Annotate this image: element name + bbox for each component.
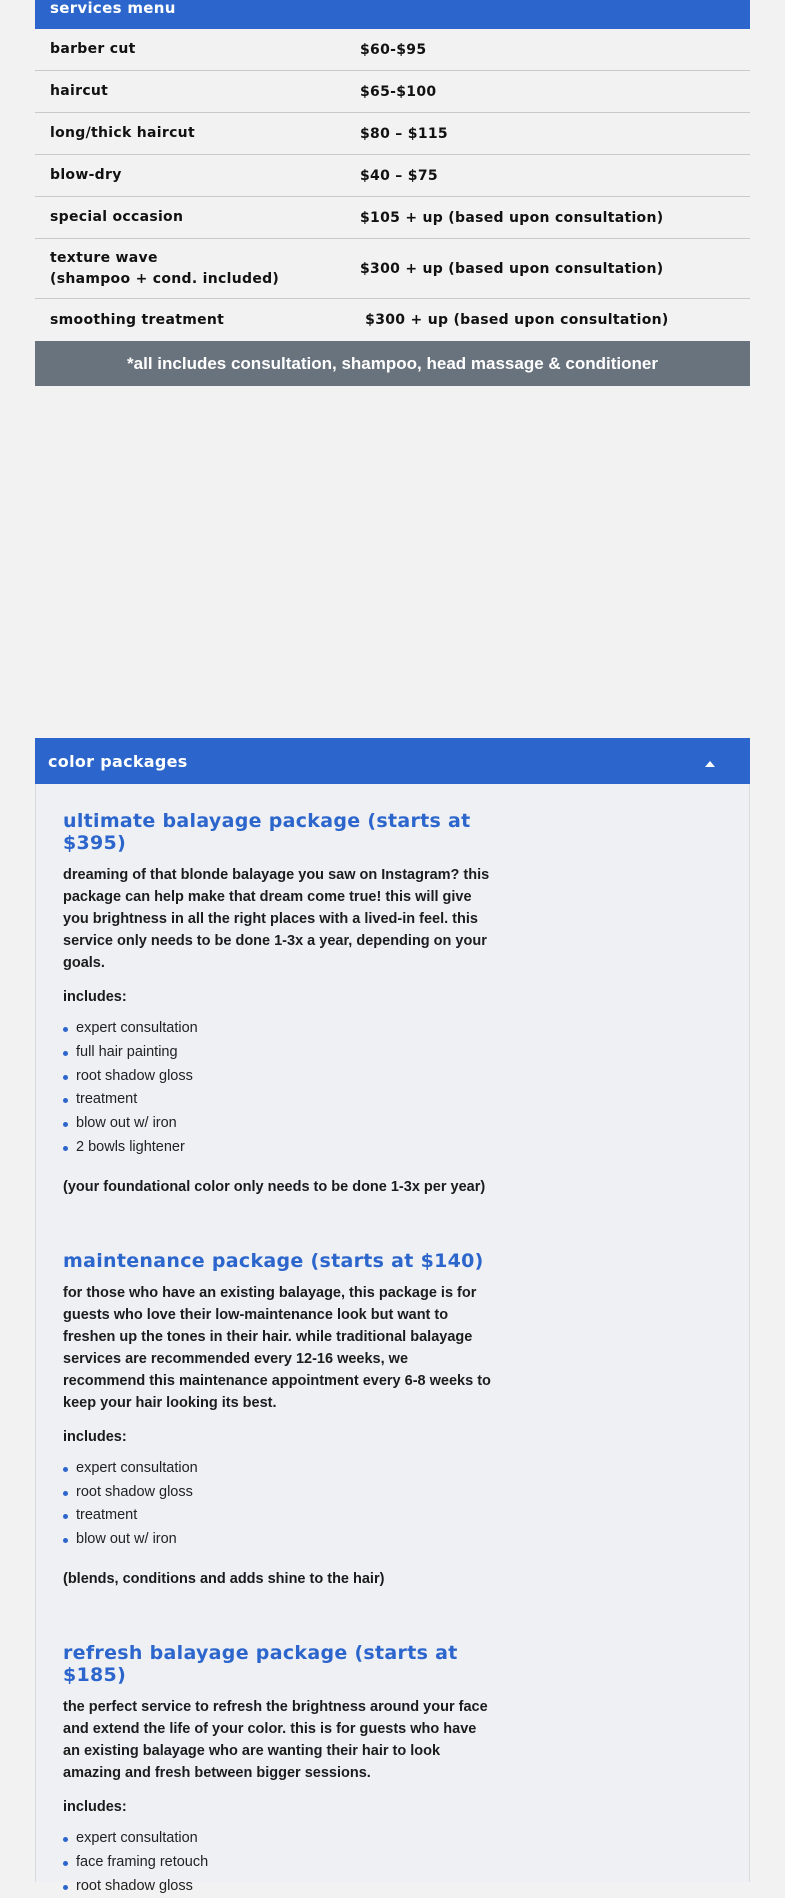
service-name-line2: (shampoo + cond. included) xyxy=(50,270,280,287)
bullet-icon xyxy=(63,1467,68,1472)
package-ultimate-balayage xyxy=(63,810,493,1198)
list-item: expert consultation xyxy=(63,1457,493,1481)
color-packages-title: color packages xyxy=(48,751,188,771)
service-name-line1: texture wave xyxy=(50,249,158,266)
service-price: $105 + up (based upon consultation) xyxy=(360,209,664,226)
service-name: barber cut xyxy=(50,41,136,57)
list-item: root shadow gloss xyxy=(63,1875,493,1898)
service-row-barber-cut xyxy=(35,29,750,71)
service-price: $80 – $115 xyxy=(360,125,448,142)
service-name: long/thick haircut xyxy=(50,125,195,141)
service-row-haircut xyxy=(35,71,750,113)
list-item: treatment xyxy=(63,1088,493,1112)
includes-list xyxy=(63,1457,493,1552)
services-footer-note: *all includes consultation, shampoo, head massage & conditioner xyxy=(35,341,750,386)
bullet-icon xyxy=(63,1027,68,1032)
list-item: blow out w/ iron xyxy=(63,1528,493,1552)
bullet-icon xyxy=(63,1146,68,1151)
service-price: $65-$100 xyxy=(360,83,437,100)
service-price: $60-$95 xyxy=(360,41,427,58)
color-packages-toggle[interactable] xyxy=(35,738,750,784)
bullet-icon xyxy=(63,1861,68,1866)
bullet-icon xyxy=(63,1075,68,1080)
package-note: (blends, conditions and adds shine to the hair) xyxy=(63,1570,385,1587)
service-price: $40 – $75 xyxy=(360,167,438,184)
service-row-long-thick-haircut xyxy=(35,113,750,155)
includes-label: includes: xyxy=(63,989,127,1005)
services-menu-header: services menu xyxy=(35,0,750,29)
package-title: maintenance package (starts at $140) xyxy=(63,1249,484,1272)
includes-list xyxy=(63,1017,493,1160)
service-row-special-occasion xyxy=(35,197,750,239)
package-maintenance xyxy=(63,1250,493,1590)
package-description: for those who have an existing balayage, this package is for guests who love their low-maintenance look but want to freshen up the tones in their hair. while traditional balayage services are recommended every 12-16 weeks, we recommend this maintenance appointment every 6-8 weeks to keep your hair looking its best. xyxy=(63,1284,491,1411)
list-item: root shadow gloss xyxy=(63,1065,493,1089)
service-name: special occasion xyxy=(50,209,184,225)
list-item: expert consultation xyxy=(63,1827,493,1851)
bullet-icon xyxy=(63,1885,68,1890)
service-row-blow-dry xyxy=(35,155,750,197)
service-name: smoothing treatment xyxy=(50,311,225,328)
list-item: blow out w/ iron xyxy=(63,1112,493,1136)
bullet-icon xyxy=(63,1051,68,1056)
bullet-icon xyxy=(63,1491,68,1496)
package-note: (your foundational color only needs to be done 1-3x per year) xyxy=(63,1178,486,1195)
caret-up-icon[interactable] xyxy=(705,761,715,767)
color-packages-panel xyxy=(35,738,750,1894)
includes-label: includes: xyxy=(63,1798,127,1815)
list-item: expert consultation xyxy=(63,1017,493,1041)
service-name: blow-dry xyxy=(50,167,122,183)
includes-label: includes: xyxy=(63,1428,127,1445)
list-item: full hair painting xyxy=(63,1041,493,1065)
service-price: $300 + up (based upon consultation) xyxy=(360,260,664,277)
list-item: face framing retouch xyxy=(63,1851,493,1875)
packages-content xyxy=(63,810,493,1898)
bullet-icon xyxy=(63,1514,68,1519)
bullet-icon xyxy=(63,1098,68,1103)
service-price: $300 + up (based upon consultation) xyxy=(360,312,669,328)
package-description: dreaming of that blonde balayage you saw on Instagram? this package can help make that dream come true! this will give you brightness in all the right places with a lived-in feel. this service only needs to be done 1-3x a year, depending on your goals. xyxy=(63,867,490,971)
bullet-icon xyxy=(63,1122,68,1127)
includes-list xyxy=(63,1827,493,1898)
service-name: haircut xyxy=(50,83,109,99)
package-title: refresh balayage package (starts at $185) xyxy=(63,1641,458,1686)
bullet-icon xyxy=(63,1837,68,1842)
service-row-smoothing-treatment xyxy=(35,299,750,341)
list-item: root shadow gloss xyxy=(63,1481,493,1505)
package-title: ultimate balayage package (starts at $395) xyxy=(63,810,471,854)
package-description: the perfect service to refresh the brightness around your face and extend the life of your color. this is for guests who have an existing balayage who are wanting their hair to look amazing and fresh between bigger sessions. xyxy=(63,1698,488,1781)
list-item: 2 bowls lightener xyxy=(63,1136,493,1160)
service-row-texture-wave xyxy=(35,239,750,299)
service-name xyxy=(35,248,360,290)
services-table xyxy=(35,0,750,386)
list-item: treatment xyxy=(63,1504,493,1528)
bullet-icon xyxy=(63,1538,68,1543)
package-refresh-balayage xyxy=(63,1642,493,1898)
